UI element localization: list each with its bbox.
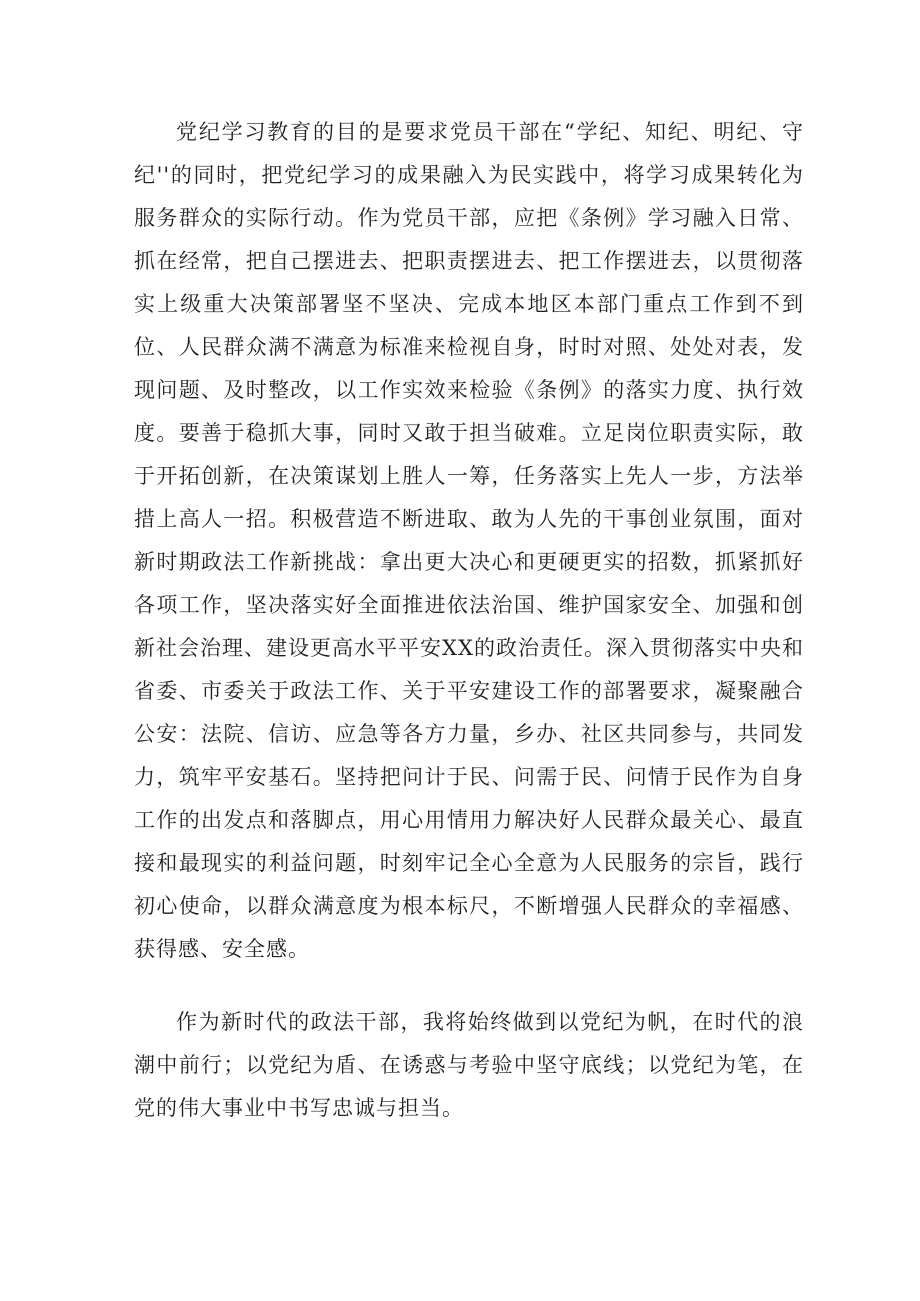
body-paragraph-2: 作为新时代的政法干部，我将始终做到以党纪为帆，在时代的浪潮中前行；以党纪为盾、在诱惑与考验中坚守底线；以党纪为笔，在党的伟大事业中书写忠诚与担当。 [134,1010,804,1120]
body-paragraph-1: 党纪学习教育的目的是要求党员干部在“学纪、知纪、明纪、守纪''的同时，把党纪学习的成果融入为民实践中，将学习成果转化为服务群众的实际行动。作为党员干部，应把《条例》学习融入日常、抓在经常，把自己摆进去、把职责摆进去、把工作摆进去，以贯彻落实上级重大决策部署坚不坚决、完成本地区本部门重点工作到不到位、人民群众满不满意为标准来检视自身，时时对照、处处对表，发现问题、及时整改，以工作实效来检验《条例》的落实力度、执行效度。要善于稳抓大事，同时又敢于担当破难。立足岗位职责实际，敢于开拓创新，在决策谋划上胜人一筹，任务落实上先人一步，方法举措上高人一招。积极营造不断进取、敢为人先的干事创业氛围，面对新时期政法工作新挑战：拿出更大决心和更硬更实的招数，抓紧抓好各项工作，坚决落实好全面推进依法治国、维护国家安全、加强和创新社会治理、建设更高水平平安XX的政治责任。深入贯彻落实中央和省委、市委关于政法工作、关于平安建设工作的部署要求，凝聚融合公安：法院、信访、应急等各方力量，乡办、社区共同参与，共同发力，筑牢平安基石。坚持把问计于民、问需于民、问情于民作为自身工作的出发点和落脚点，用心用情用力解决好人民群众最关心、最直接和最现实的利益问题，时刻牢记全心全意为人民服务的宗旨，践行初心使命，以群众满意度为根本标尺，不断增强人民群众的幸福感、获得感、安全感。 [134,120,804,961]
